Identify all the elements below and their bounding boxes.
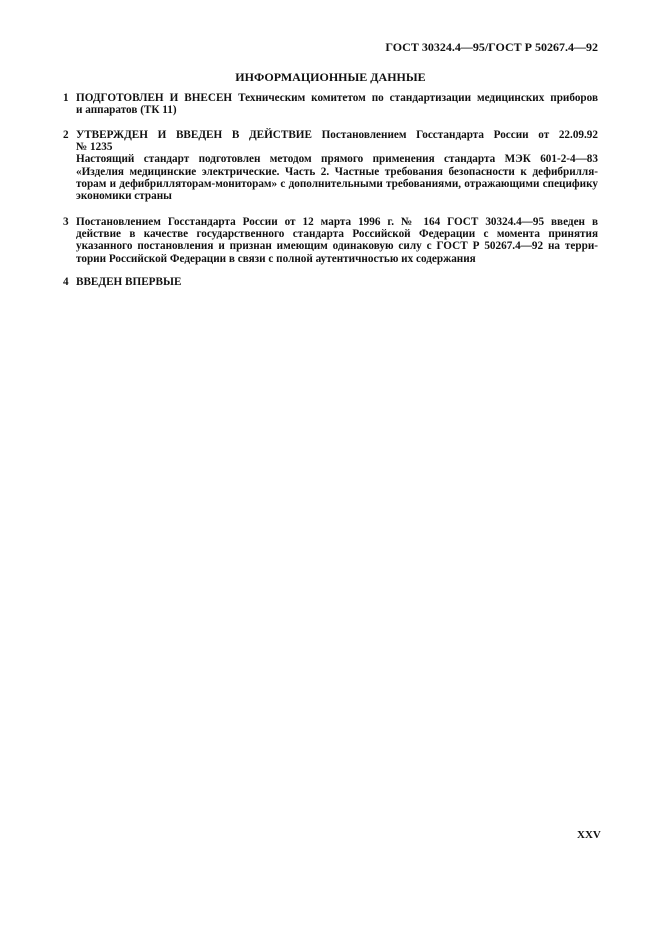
item-line: № 1235 [76,141,113,154]
info-item-1 [63,92,598,116]
document-header: ГОСТ 30324.4—95/ГОСТ Р 50267.4—92 [385,40,598,54]
item-line: и аппаратов (ТК 11) [76,104,177,117]
item-number: 4 [63,276,69,288]
item-line: Постановлением Госстандарта России от 12 марта 1996 г. № 164 ГОСТ 30324.4—95 введен в [76,216,598,228]
item-line: действие в качестве государственного стандарта Российской Федерации с момента принятия [76,228,598,241]
item-number: 3 [63,216,69,228]
item-line: указанного постановления и признан имеющим одинаковую силу с ГОСТ Р 50267.4—92 на терри- [76,240,598,253]
item-line: торам и дефибрилляторам-мониторам» с дополнительными требованиями, отражающими специфику [76,177,598,190]
item-line: Настоящий стандарт подготовлен методом прямого применения стандарта МЭК 601-2-4—83 [76,153,598,166]
item-line: экономики страны [76,189,172,202]
section-title: ИНФОРМАЦИОННЫЕ ДАННЫЕ [235,70,426,84]
info-item-4 [63,276,598,288]
item-line: ПОДГОТОВЛЕН И ВНЕСЕН Техническим комитетом по стандартизации медицинских приборов [76,92,598,104]
item-line: УТВЕРЖДЕН И ВВЕДЕН В ДЕЙСТВИЕ Постановлением Госстандарта России от 22.09.92 [76,129,598,141]
item-line: «Изделия медицинские электрические. Часть 2. Частные требования безопасности к дефибрилля- [76,165,598,178]
page-number: XXV [577,829,601,841]
item-number: 2 [63,129,69,141]
item-line: ВВЕДЕН ВПЕРВЫЕ [76,276,182,288]
info-item-2 [63,129,598,202]
info-item-3 [63,216,598,265]
item-number: 1 [63,92,69,104]
item-line: тории Российской Федерации в связи с полной аутентичностью их содержания [76,252,476,265]
